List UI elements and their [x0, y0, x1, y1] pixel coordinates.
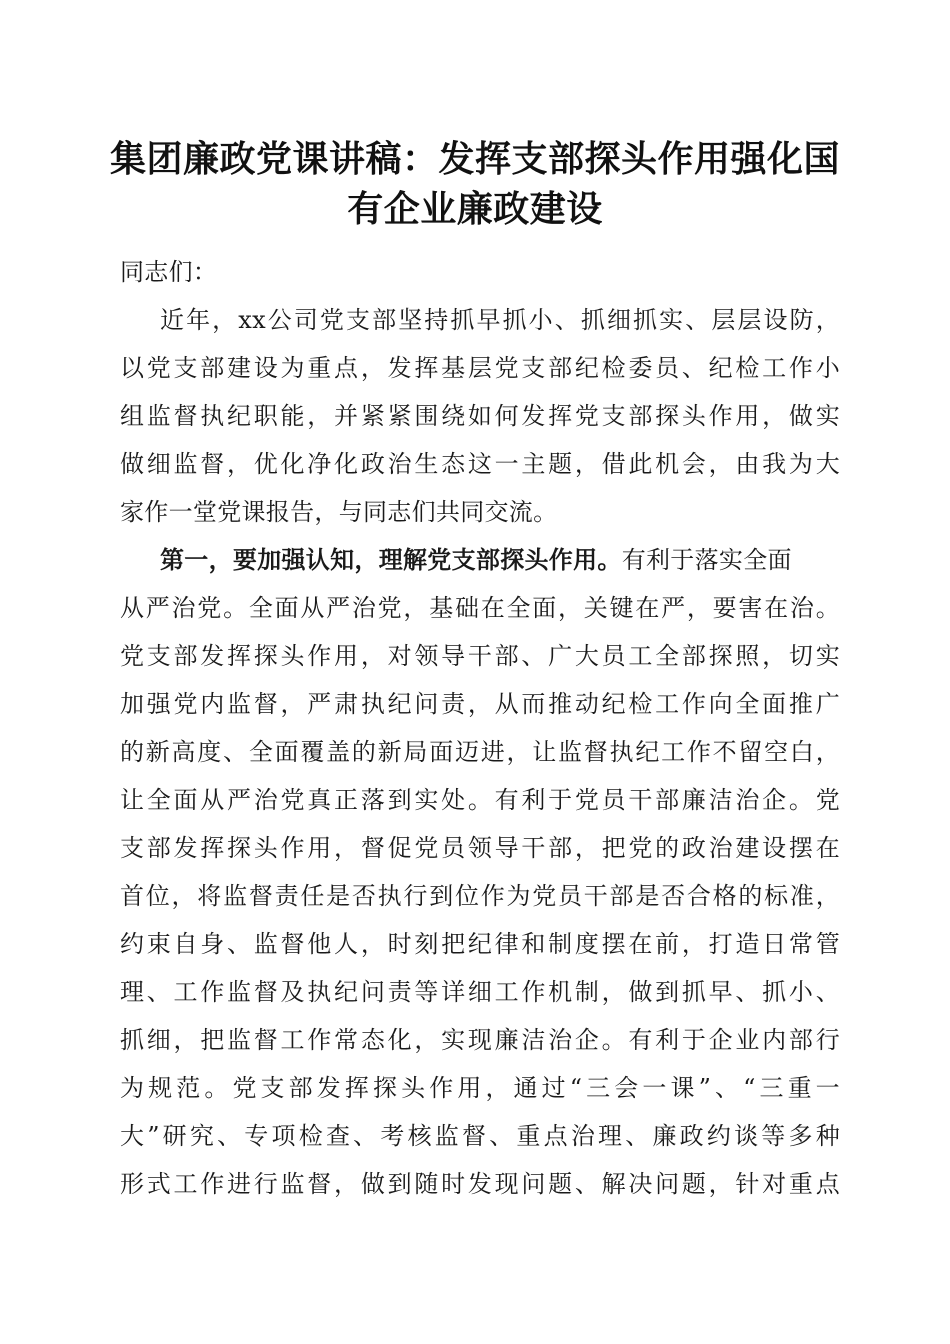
paragraph-1 — [120, 296, 840, 536]
paragraph-line: 首位，将监督责任是否执行到位作为党员干部是否合格的标准， — [120, 882, 840, 910]
paragraph-line: 形式工作进行监督，做到随时发现问题、解决问题，针对重点 — [120, 1170, 840, 1198]
paragraph-line: 做细监督，优化净化政治生态这一主题，借此机会，由我为大 — [120, 450, 840, 478]
paragraph-line: 近年，xx公司党支部坚持抓早抓小、抓细抓实、层层设防， — [160, 306, 840, 334]
section-heading: 第一，要加强认知，理解党支部探头作用。 — [160, 545, 622, 574]
paragraph-line: 抓细，把监督工作常态化，实现廉洁治企。有利于企业内部行 — [120, 1026, 840, 1054]
paragraph-line: 加强党内监督，严肃执纪问责，从而推动纪检工作向全面推广 — [120, 690, 840, 718]
document-body — [120, 248, 840, 1208]
paragraph-text: 有利于落实全面 — [621, 546, 792, 574]
document-title — [110, 134, 840, 234]
paragraph-line: 家作一堂党课报告，与同志们共同交流。 — [120, 498, 558, 526]
paragraph-line: 为规范。党支部发挥探头作用，通过“三会一课”、“三重一 — [120, 1074, 840, 1102]
paragraph-line: 约束自身、监督他人，时刻把纪律和制度摆在前，打造日常管 — [120, 930, 840, 958]
paragraph-line: 的新高度、全面覆盖的新局面迈进，让监督执纪工作不留空白， — [120, 738, 840, 766]
paragraph-line: 理、工作监督及执纪问责等详细工作机制，做到抓早、抓小、 — [120, 978, 840, 1006]
paragraph-line — [120, 536, 840, 584]
paragraph-2 — [120, 536, 840, 1208]
salutation: 同志们： — [120, 258, 218, 286]
title-line-2: 有企业廉政建设 — [347, 188, 603, 230]
paragraph-line: 支部发挥探头作用，督促党员领导干部，把党的政治建设摆在 — [120, 834, 840, 862]
paragraph-line: 党支部发挥探头作用，对领导干部、广大员工全部探照，切实 — [120, 642, 840, 670]
paragraph-line: 大”研究、专项检查、考核监督、重点治理、廉政约谈等多种 — [120, 1122, 840, 1150]
paragraph-line: 让全面从严治党真正落到实处。有利于党员干部廉洁治企。党 — [120, 786, 840, 814]
title-line-1: 集团廉政党课讲稿：发挥支部探头作用强化国 — [110, 138, 841, 180]
paragraph-line: 组监督执纪职能，并紧紧围绕如何发挥党支部探头作用，做实 — [120, 402, 840, 430]
paragraph-line: 以党支部建设为重点，发挥基层党支部纪检委员、纪检工作小 — [120, 354, 840, 382]
paragraph-line: 从严治党。全面从严治党，基础在全面，关键在严，要害在治。 — [120, 594, 840, 622]
